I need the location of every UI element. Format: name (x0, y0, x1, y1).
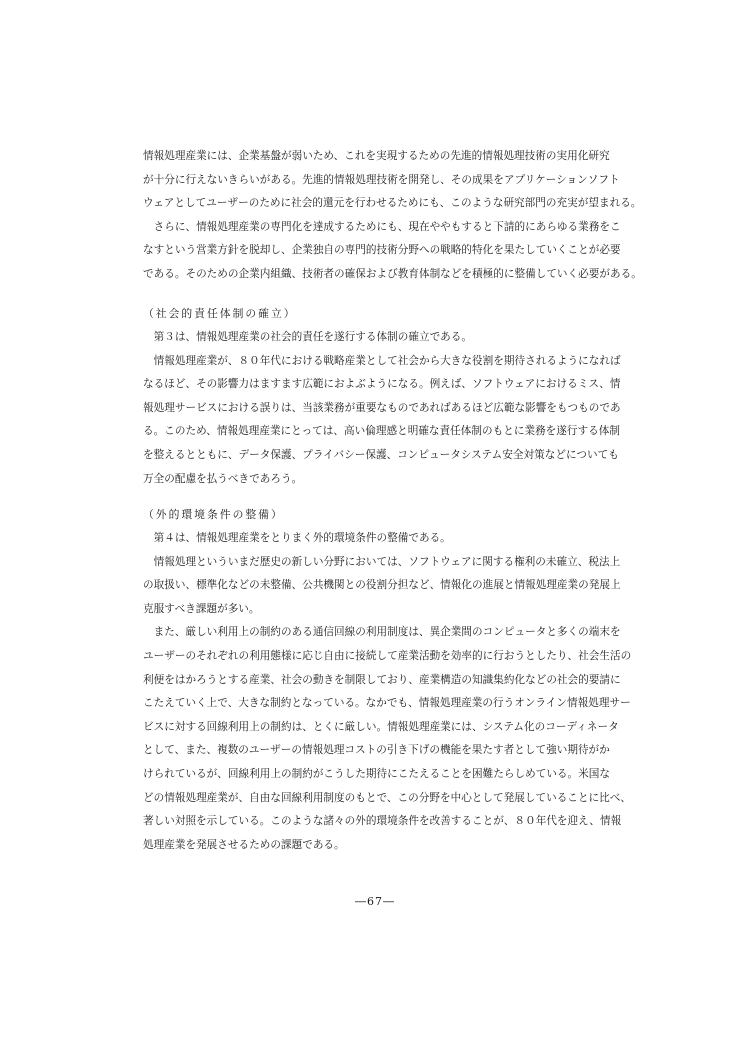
text-line: の取扱い、標準化などの未整備、公共機関との役割分担など、情報化の進展と情報処理産業の発展上 (143, 579, 621, 592)
text-line: なすという営業方針を脱却し、企業独自の専門的技術分野への戦略的特化を果たしていくことが必要 (143, 244, 621, 257)
section-heading: （社会的責任体制の確立） (143, 307, 297, 320)
text-line: さらに、情報処理産業の専門化を達成するためにも、現在ややもすると下請的にあらゆる業務をこ (143, 220, 621, 233)
text-line: また、厳しい利用上の制約のある通信回線の利用制度は、異企業間のコンピュータと多くの端末を (143, 626, 621, 639)
text-line: 第４は、情報処理産業をとりまく外的環境条件の整備である。 (143, 532, 451, 544)
page-number: ―67― (355, 895, 395, 908)
text-line: けられているが、回線利用上の制約がこうした期待にこたえることを困難たらしめている。米国な (143, 767, 611, 780)
text-line: として、また、複数のユーザーの情報処理コストの引き下げの機能を果たす者として強い期待がか (143, 744, 610, 757)
text-line: 情報処理といういまだ歴史の新しい分野においては、ソフトウェアに関する権利の未確立、税法上 (143, 555, 621, 568)
text-line: ウェアとしてユーザーのために社会的還元を行わせるためにも、このような研究部門の充実が望まれる。 (143, 197, 642, 210)
section-external-environment (143, 503, 643, 857)
text-line: どの情報処理産業が、自由な回線利用制度のもとで、この分野を中心として発展していることに比べ、 (143, 791, 632, 804)
text-line: 著しい対照を示している。このような諸々の外的環境条件を改善することが、８０年代を迎え、情報 (143, 815, 622, 828)
section-heading: （外的環境条件の整備） (143, 508, 284, 521)
text-line: 第３は、情報処理産業の社会的責任を遂行する体制の確立である。 (143, 331, 473, 343)
text-line: なるほど、その影響力はますます広範におよぶようになる。例えば、ソフトウェアにおけるミス、情 (143, 378, 621, 391)
text-line: 報処理サービスにおける誤りは、当該業務が重要なものであればあるほど広範な影響をもつものであ (143, 401, 621, 414)
text-line: ユーザーのそれぞれの利用態様に応じ自由に接続して産業活動を効率的に行おうとしたり、社会生活の (143, 649, 632, 662)
text-line: 克服すべき課題が多い。 (143, 602, 260, 615)
text-line: 万全の配慮を払うべきであろう。 (143, 472, 303, 485)
text-line: を整えるとともに、データ保護、プライバシー保護、コンピュータシステム安全対策などについても (143, 448, 619, 461)
text-line: ビスに対する回線利用上の制約は、とくに厳しい。情報処理産業には、システム化のコーディネータ (143, 720, 619, 733)
text-line: こたえていく上で、大きな制約となっている。なかでも、情報処理産業の行うオンライン情報処理サー (143, 697, 631, 710)
text-line: 情報処理産業が、８０年代における戦略産業として社会から大きな役割を期待されるようになれば (143, 354, 621, 367)
text-line: 情報処理産業には、企業基盤が弱いため、これを実現するための先進的情報処理技術の実用化研究 (143, 150, 610, 162)
intro-paragraphs (143, 145, 643, 287)
text-line: る。このため、情報処理産業にとっては、高い倫理感と明確な責任体制のもとに業務を遂行する体制 (143, 425, 620, 438)
section-social-responsibility (143, 302, 643, 491)
text-line: 利便をはかろうとする産業、社会の動きを制限しており、産業構造の知識集約化などの社会的要請に (143, 673, 621, 686)
text-line: である。そのための企業内組織、技術者の確保および教育体制などを積極的に整備していく必要がある。 (143, 267, 642, 280)
text-line: が十分に行えないきらいがある。先進的情報処理技術を開発し、その成果をアプリケーションソフト (143, 173, 620, 186)
text-line: 処理産業を発展させるための課題である。 (143, 838, 345, 851)
